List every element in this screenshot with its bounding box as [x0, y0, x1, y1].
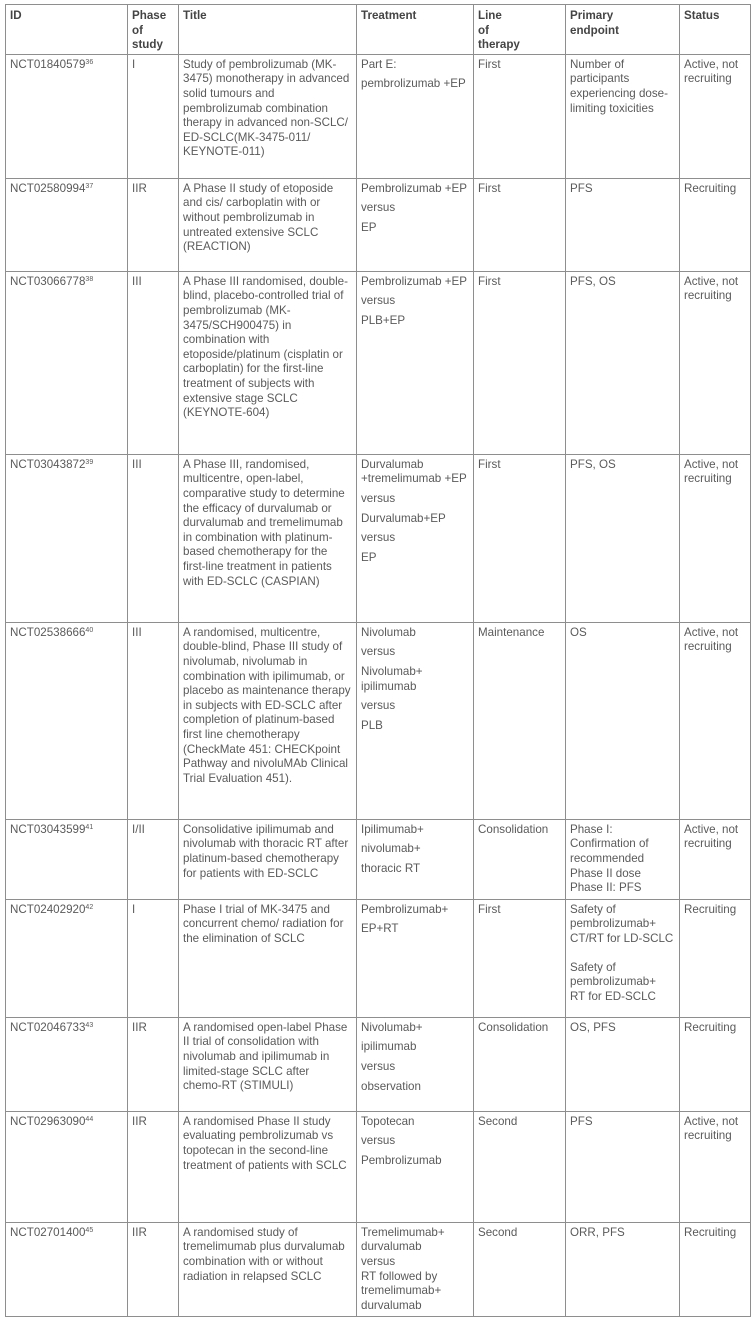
cell-primary-endpoint — [566, 819, 680, 899]
header-line — [474, 5, 566, 55]
cell-status — [680, 271, 751, 454]
cell-trial-title — [179, 819, 357, 899]
cell-phase — [128, 54, 179, 178]
header-endpoint-line: endpoint — [570, 23, 619, 37]
table-header — [6, 5, 751, 55]
reference-number: 38 — [85, 275, 94, 283]
cell-phase — [128, 1111, 179, 1222]
cell-treatment — [357, 1017, 474, 1111]
status: Active, not recruiting — [684, 274, 739, 303]
trial-title: Consolidative ipilimumab and nivolumab with thoracic RT after platinum-based chemotherapy for patients with ED-SCLC — [183, 822, 349, 880]
header-line-line: of — [478, 23, 489, 37]
cell-status — [680, 454, 751, 622]
phase: I — [132, 57, 136, 71]
treatment-item: pembrolizumab +EP — [361, 77, 466, 91]
cell-status — [680, 622, 751, 819]
treatment-item: Nivolumab — [361, 625, 416, 639]
treatment-item: Durvalumab +tremelimumab +EP — [361, 457, 467, 486]
cell-trial-title — [179, 271, 357, 454]
cell-line-of-therapy — [474, 178, 566, 271]
table-row — [6, 1111, 751, 1222]
treatment-item: EP+RT — [361, 922, 399, 936]
treatment-item: Nivolumab+ — [361, 1020, 423, 1034]
header-endpoint-line: Primary — [570, 9, 614, 22]
cell-line-of-therapy — [474, 1222, 566, 1317]
trial-title: A Phase III randomised, double-blind, placebo-controlled trial of pembrolizumab (MK-3475/SCH900475) in combination with etoposide/platinum (cisplatin or carboplatin) for the first-line treatment of subjects with extensive stage SCLC (KEYNOTE-604) — [183, 274, 348, 420]
cell-phase — [128, 622, 179, 819]
treatment-item: versus — [361, 1254, 396, 1268]
reference-number: 42 — [85, 903, 94, 911]
table-row — [6, 271, 751, 454]
status: Active, not recruiting — [684, 1114, 739, 1143]
table-row — [6, 178, 751, 271]
cell-line-of-therapy — [474, 622, 566, 819]
treatment-item: Tremelimumab+ durvalumab — [361, 1225, 445, 1254]
cell-treatment — [357, 899, 474, 1017]
cell-line-of-therapy — [474, 1111, 566, 1222]
trial-id: NCT02046733 — [10, 1020, 86, 1034]
header-phase-line: Phase — [132, 9, 167, 22]
phase: I/II — [132, 822, 145, 836]
treatment-item: Pembrolizumab +EP — [361, 181, 468, 195]
table-body — [6, 54, 751, 1317]
treatment-item: versus — [361, 201, 396, 215]
trial-id: NCT02963090 — [10, 1114, 86, 1128]
cell-primary-endpoint — [566, 622, 680, 819]
treatment-item: versus — [361, 699, 396, 713]
cell-treatment — [357, 178, 474, 271]
line-of-therapy: First — [478, 457, 501, 471]
cell-trial-id — [6, 54, 128, 178]
line-of-therapy: Second — [478, 1114, 518, 1128]
trial-id: NCT03066778 — [10, 274, 86, 288]
reference-number: 39 — [85, 458, 94, 466]
phase: I — [132, 902, 136, 916]
cell-trial-id — [6, 1111, 128, 1222]
trial-title: A Phase II study of etoposide and cis/ carboplatin with or without pembrolizumab in untreated extensive SCLC (REACTION) — [183, 181, 334, 254]
cell-trial-id — [6, 1017, 128, 1111]
reference-number: 44 — [85, 1115, 94, 1123]
cell-primary-endpoint — [566, 271, 680, 454]
trial-id: NCT01840579 — [10, 57, 86, 71]
treatment-item: EP — [361, 550, 377, 564]
cell-status — [680, 178, 751, 271]
status: Active, not recruiting — [684, 822, 739, 851]
trial-title: A randomised Phase II study evaluating pembrolizumab vs topotecan in the second-line treatment of patients with SCLC — [183, 1114, 347, 1172]
cell-status — [680, 1222, 751, 1317]
primary-endpoint: Number of participants experiencing dose-limiting toxicities — [570, 57, 668, 115]
cell-treatment — [357, 1111, 474, 1222]
cell-trial-id — [6, 454, 128, 622]
cell-primary-endpoint — [566, 454, 680, 622]
treatment-item: versus — [361, 294, 396, 308]
cell-phase — [128, 1222, 179, 1317]
reference-number: 43 — [85, 1021, 94, 1029]
treatment-item: Pembrolizumab — [361, 1153, 442, 1167]
cell-line-of-therapy — [474, 454, 566, 622]
phase: III — [132, 625, 142, 639]
header-phase-line: of — [132, 23, 143, 37]
cell-primary-endpoint — [566, 899, 680, 1017]
treatment-item: RT followed by tremelimumab+ durvalumab — [361, 1269, 442, 1312]
cell-primary-endpoint — [566, 54, 680, 178]
cell-phase — [128, 819, 179, 899]
treatment-item: versus — [361, 1059, 396, 1073]
cell-treatment — [357, 622, 474, 819]
trial-title: A Phase III, randomised, multicentre, open-label, comparative study to determine the efficacy of durvalumab or durvalumab and tremelimumab in combination with platinum-based chemotherapy for the first-line treatment in patients with ED-SCLC (CASPIAN) — [183, 457, 345, 588]
cell-trial-title — [179, 178, 357, 271]
table-row — [6, 54, 751, 178]
primary-endpoint: ORR, PFS — [570, 1225, 625, 1239]
treatment-item: versus — [361, 1134, 396, 1148]
treatment-item: Topotecan — [361, 1114, 415, 1128]
treatment-item: Ipilimumab+ — [361, 822, 424, 836]
header-line-line: therapy — [478, 38, 520, 52]
trial-title: A randomised study of tremelimumab plus durvalumab combination with or without radiation in relapsed SCLC — [183, 1225, 345, 1283]
reference-number: 40 — [85, 626, 94, 634]
reference-number: 45 — [85, 1226, 94, 1234]
header-status-line: Status — [684, 9, 720, 22]
header-title — [179, 5, 357, 55]
line-of-therapy: Consolidation — [478, 822, 549, 836]
header-id-line: ID — [10, 9, 22, 22]
reference-number: 36 — [85, 58, 94, 66]
table-row — [6, 454, 751, 622]
trial-id: NCT02538666 — [10, 625, 86, 639]
status: Recruiting — [684, 1225, 737, 1239]
phase: III — [132, 457, 142, 471]
header-treatment — [357, 5, 474, 55]
treatment-item: versus — [361, 491, 396, 505]
cell-trial-title — [179, 1222, 357, 1317]
cell-status — [680, 1017, 751, 1111]
header-id — [6, 5, 128, 55]
table-row — [6, 819, 751, 899]
cell-treatment — [357, 1222, 474, 1317]
trial-id: NCT02580994 — [10, 181, 86, 195]
cell-line-of-therapy — [474, 899, 566, 1017]
treatment-item: versus — [361, 645, 396, 659]
phase: IIR — [132, 1225, 147, 1239]
table-row — [6, 899, 751, 1017]
treatment-item: ipilimumab — [361, 1040, 417, 1054]
line-of-therapy: First — [478, 274, 501, 288]
table-row — [6, 622, 751, 819]
cell-trial-id — [6, 1222, 128, 1317]
header-row — [6, 5, 751, 55]
status: Recruiting — [684, 902, 737, 916]
cell-status — [680, 899, 751, 1017]
line-of-therapy: Consolidation — [478, 1020, 549, 1034]
cell-line-of-therapy — [474, 54, 566, 178]
header-status — [680, 5, 751, 55]
phase: III — [132, 274, 142, 288]
cell-phase — [128, 1017, 179, 1111]
primary-endpoint: Safety of pembrolizumab+ CT/RT for LD-SCLC — [570, 902, 674, 945]
primary-endpoint: PFS — [570, 1114, 593, 1128]
cell-treatment — [357, 271, 474, 454]
status: Active, not recruiting — [684, 57, 739, 86]
trial-title: Phase I trial of MK-3475 and concurrent chemo/ radiation for the elimination of SCLC — [183, 902, 344, 945]
table-row — [6, 1222, 751, 1317]
line-of-therapy: First — [478, 57, 501, 71]
treatment-item: observation — [361, 1079, 421, 1093]
primary-endpoint: Phase I: Confirmation of recommended Phase II dose — [570, 822, 649, 880]
cell-primary-endpoint — [566, 178, 680, 271]
treatment-item: Nivolumab+ ipilimumab — [361, 664, 423, 693]
trial-id: NCT03043872 — [10, 457, 86, 471]
cell-line-of-therapy — [474, 271, 566, 454]
header-phase — [128, 5, 179, 55]
cell-trial-id — [6, 819, 128, 899]
cell-primary-endpoint — [566, 1222, 680, 1317]
line-of-therapy: First — [478, 902, 501, 916]
header-line-line: Line — [478, 9, 502, 22]
cell-phase — [128, 271, 179, 454]
cell-trial-id — [6, 899, 128, 1017]
clinical-trials-table — [5, 4, 751, 1317]
treatment-item: thoracic RT — [361, 861, 421, 875]
trial-title: Study of pembrolizumab (MK-3475) monotherapy in advanced solid tumours and pembrolizumab combination therapy in advanced non-SCLC/ ED-SCLC(MK-3475-011/ KEYNOTE-011) — [183, 57, 350, 159]
cell-trial-title — [179, 899, 357, 1017]
cell-line-of-therapy — [474, 819, 566, 899]
cell-trial-title — [179, 622, 357, 819]
treatment-item: nivolumab+ — [361, 842, 421, 856]
treatment-item: EP — [361, 220, 377, 234]
phase: IIR — [132, 1020, 147, 1034]
cell-status — [680, 1111, 751, 1222]
phase: IIR — [132, 181, 147, 195]
cell-status — [680, 54, 751, 178]
reference-number: 41 — [85, 823, 94, 831]
cell-trial-title — [179, 454, 357, 622]
trial-title: A randomised, multicentre, double-blind, Phase III study of nivolumab, nivolumab in combination with ipilimumab, or placebo as maintenance therapy in subjects with ED-SCLC after completion of platinum-based first line chemotherapy (CheckMate 451: CHECKpoint Pathway and nivoluMAb Clinical Trial Evaluation 451). — [183, 625, 351, 785]
header-endpoint — [566, 5, 680, 55]
status: Recruiting — [684, 181, 737, 195]
line-of-therapy: First — [478, 181, 501, 195]
cell-phase — [128, 899, 179, 1017]
cell-phase — [128, 454, 179, 622]
status: Active, not recruiting — [684, 457, 739, 486]
primary-endpoint: Safety of pembrolizumab+ RT for ED-SCLC — [570, 960, 657, 1003]
cell-treatment — [357, 54, 474, 178]
cell-trial-id — [6, 178, 128, 271]
status: Active, not recruiting — [684, 625, 739, 654]
treatment-item: PLB+EP — [361, 313, 406, 327]
status: Recruiting — [684, 1020, 737, 1034]
cell-trial-id — [6, 622, 128, 819]
cell-trial-title — [179, 1111, 357, 1222]
cell-trial-title — [179, 1017, 357, 1111]
cell-line-of-therapy — [474, 1017, 566, 1111]
cell-treatment — [357, 454, 474, 622]
trial-id: NCT02402920 — [10, 902, 86, 916]
reference-number: 37 — [85, 182, 94, 190]
treatment-item: Pembrolizumab +EP — [361, 274, 468, 288]
header-treatment-line: Treatment — [361, 9, 417, 22]
treatment-item: versus — [361, 531, 396, 545]
treatment-item: PLB — [361, 718, 383, 732]
phase: IIR — [132, 1114, 147, 1128]
primary-endpoint: PFS, OS — [570, 457, 616, 471]
treatment-item: Part E: — [361, 57, 397, 71]
trial-id: NCT02701400 — [10, 1225, 86, 1239]
cell-status — [680, 819, 751, 899]
treatment-item: Pembrolizumab+ — [361, 902, 449, 916]
line-of-therapy: Maintenance — [478, 625, 545, 639]
primary-endpoint: OS — [570, 625, 587, 639]
primary-endpoint: OS, PFS — [570, 1020, 616, 1034]
primary-endpoint: PFS — [570, 181, 593, 195]
cell-phase — [128, 178, 179, 271]
cell-primary-endpoint — [566, 1017, 680, 1111]
primary-endpoint: Phase II: PFS — [570, 881, 642, 895]
primary-endpoint: PFS, OS — [570, 274, 616, 288]
cell-treatment — [357, 819, 474, 899]
header-phase-line: study — [132, 38, 163, 52]
cell-trial-id — [6, 271, 128, 454]
trial-id: NCT03043599 — [10, 822, 86, 836]
treatment-item: Durvalumab+EP — [361, 511, 446, 525]
header-title-line: Title — [183, 9, 207, 22]
trial-title: A randomised open-label Phase II trial of consolidation with nivolumab and ipilimumab in limited-stage SCLC after chemo-RT (STIMULI) — [183, 1020, 348, 1093]
table-row — [6, 1017, 751, 1111]
cell-primary-endpoint — [566, 1111, 680, 1222]
cell-trial-title — [179, 54, 357, 178]
line-of-therapy: Second — [478, 1225, 518, 1239]
